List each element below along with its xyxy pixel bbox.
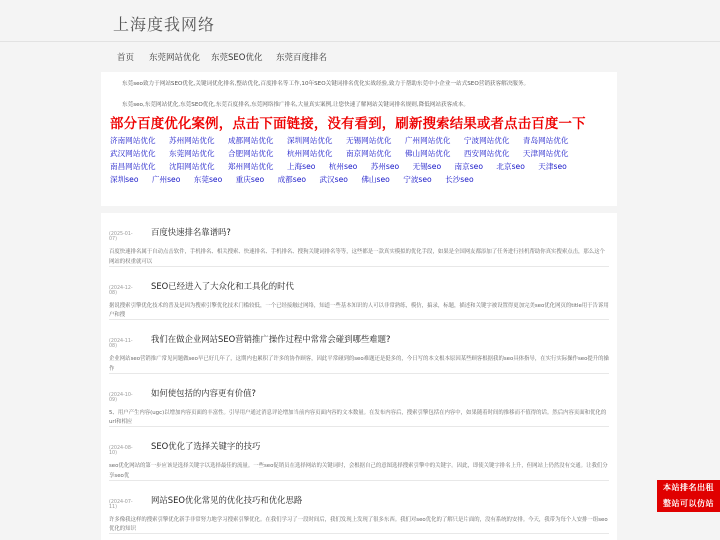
case-link[interactable]: 杭州网站优化 <box>286 149 333 158</box>
article-date: (2024-10-09) <box>109 392 133 403</box>
case-link[interactable]: 郑州网站优化 <box>227 162 274 171</box>
case-link[interactable]: 无锡网站优化 <box>345 136 392 145</box>
intro-panel <box>101 72 617 206</box>
case-link[interactable]: 南京网站优化 <box>345 149 392 158</box>
case-link[interactable]: 青岛网站优化 <box>522 136 569 145</box>
case-link[interactable]: 东莞网站优化 <box>168 149 215 158</box>
article-date: (2025-01-07) <box>109 232 133 242</box>
case-link[interactable]: 天津网站优化 <box>522 149 569 158</box>
case-link[interactable]: 重庆seo <box>235 175 265 184</box>
nav-dongguan-seo[interactable]: 东莞SEO优化 <box>211 53 263 63</box>
article-title-link[interactable]: SEO优化了选择关键字的技巧 <box>151 441 261 451</box>
article-summary: 企业网站seo营销推广常见问题做seo早已好几年了，这期内也累积了许多的协作顾客，因此平常碰到的seo难题还是挺多的，今日写的本文根本原因某些顾客根据我的seo具体指导，在实行实际操作seo提升的操作 <box>109 356 609 372</box>
case-link[interactable]: 南京seo <box>454 162 483 171</box>
case-link[interactable]: 武汉网站优化 <box>110 149 156 158</box>
case-link[interactable]: 杭州seo <box>328 162 358 171</box>
article-header <box>109 333 609 349</box>
case-link[interactable]: 合肥网站优化 <box>227 149 274 158</box>
promo-headline: 部分百度优化案例，点击下面链接，没有看到，刷新搜索结果或者点击百度一下 <box>110 117 586 132</box>
case-link[interactable]: 西安网站优化 <box>463 149 510 158</box>
case-link[interactable]: 深圳seo <box>110 175 139 184</box>
case-link[interactable]: 无锡seo <box>412 162 442 171</box>
badge-line: 整站可以仿站 <box>663 499 714 508</box>
site-header <box>0 0 720 42</box>
article-list <box>101 213 617 540</box>
article-item <box>109 374 609 428</box>
article-summary: 据说搜索引擎优化技术的普及是因为搜索引擎优化技术门槛较低，一个已经接触过网络，知道一些基本知识的人可以非常熟练，模仿，搞录，标题，描述和关键字被设置得更加完美seo优化网页的title用于告诉用户和搜 <box>109 302 609 319</box>
article-header <box>109 226 609 242</box>
case-link[interactable]: 宁波seo <box>403 175 432 184</box>
case-link[interactable]: 沈阳网站优化 <box>168 162 215 171</box>
case-links <box>110 134 609 186</box>
article-summary: 百度快速排名属于自动点击软件，手机排名、相关搜索、快速排名、手机排名、搜狗关键词排名等等，这些都是一款真实模拟的优化手段，如果是全国网友都添加了任务进行挂机帮助你真实搜索点击，那么这个网站的权重就可以 <box>109 249 605 265</box>
nav-dongguan-site-optimization[interactable]: 东莞网站优化 <box>149 53 201 63</box>
case-link[interactable]: 广州网站优化 <box>404 136 451 145</box>
case-link[interactable]: 佛山网站优化 <box>404 149 451 158</box>
intro-paragraph: 东莞seo,东莞网站优化,东莞SEO优化,东莞百度排名,东莞网络推广排名,大量真实案例,让您快速了解网站关键词排名规则,降低网站获客成本。 <box>122 102 469 108</box>
case-link[interactable]: 南昌网站优化 <box>110 162 156 171</box>
case-link[interactable]: 深圳网站优化 <box>286 136 333 145</box>
case-link[interactable]: 广州seo <box>151 175 181 184</box>
case-link[interactable]: 北京seo <box>496 162 525 171</box>
article-summary: 5、用户产生内容(ugc)以增加内容页面的丰富性。引导用户通过消息评论增加当前内容页面内容的文本数量。在发布内容后，搜索引擎包括在内容中，如果随着时间的推移而不值得的话。然后内容页面和优化的url和相应 <box>109 409 607 426</box>
article-title-link[interactable]: SEO已经进入了大众化和工具化的时代 <box>151 280 294 291</box>
article-item <box>109 267 609 321</box>
case-link[interactable]: 济南网站优化 <box>110 136 156 145</box>
rent-ranking-badge[interactable] <box>657 480 720 512</box>
nav-home[interactable]: 首页 <box>117 53 135 63</box>
case-link[interactable]: 长沙seo <box>445 175 474 184</box>
intro-paragraph: 东莞seo致力于网站SEO优化,关键词优化排名,整站优化,百度排名等工作,10年SEO关键词排名优化实战经验,致力于帮助东莞中小企业一站式SEO营销获客解决服务。 <box>122 81 530 87</box>
case-link[interactable]: 苏州seo <box>370 162 400 171</box>
article-header <box>109 280 609 296</box>
article-title-link[interactable]: 我们在做企业网站SEO营销推广操作过程中常常会碰到哪些难题? <box>151 334 391 344</box>
main-nav <box>0 42 720 70</box>
case-link[interactable]: 成都网站优化 <box>227 136 274 145</box>
article-title-link[interactable]: 百度快速排名靠谱吗? <box>151 227 231 237</box>
case-link[interactable]: 东莞seo <box>193 175 223 184</box>
site-title[interactable]: 上海度我网络 <box>113 15 216 34</box>
badge-line: 本站排名出租 <box>663 483 714 492</box>
case-link[interactable]: 苏州网站优化 <box>168 136 215 145</box>
article-date: (2024-11-08) <box>109 339 133 349</box>
article-title-link[interactable]: 网站SEO优化常见的优化技巧和优化思路 <box>151 494 303 505</box>
article-title-link[interactable]: 如何使包括的内容更有价值? <box>151 387 256 398</box>
article-item <box>109 320 609 374</box>
article-item <box>109 213 609 267</box>
article-header <box>109 494 609 510</box>
case-link[interactable]: 成都seo <box>277 175 307 184</box>
article-date: (2024-07-11) <box>109 499 133 510</box>
case-link[interactable]: 佛山seo <box>361 175 390 184</box>
article-header <box>109 440 609 456</box>
article-header <box>109 387 609 403</box>
case-link[interactable]: 上海seo <box>286 162 316 171</box>
article-date: (2024-12-08) <box>109 285 133 296</box>
case-link[interactable]: 天津seo <box>538 162 567 171</box>
nav-dongguan-baidu-ranking[interactable]: 东莞百度排名 <box>276 53 328 63</box>
article-summary: 许多像我这样的搜索引擎优化新手非常努力地学习搜索引擎优化。在我们学习了一段时间后，我们发现上发现了很多东西。我们对seo优化的了解只是片面的，没有系统的安排。今天，我带为每个人安排一组seo优化的知识 <box>109 516 608 533</box>
article-date: (2024-08-10) <box>109 446 133 456</box>
case-link[interactable]: 宁波网站优化 <box>463 136 510 145</box>
case-link[interactable]: 武汉seo <box>319 175 348 184</box>
article-summary: seo优化网站的第一步应该是选择关键字以选择最佳的流量。一些seo促销员在选择网站的关键词时，会根据自己的意图选择搜索引擎中的关键字。因此，即使关键字排名上升，但网站上仍然没有交通。让我们分享seo优 <box>109 463 608 479</box>
article-item <box>109 427 609 481</box>
article-item <box>109 481 609 535</box>
